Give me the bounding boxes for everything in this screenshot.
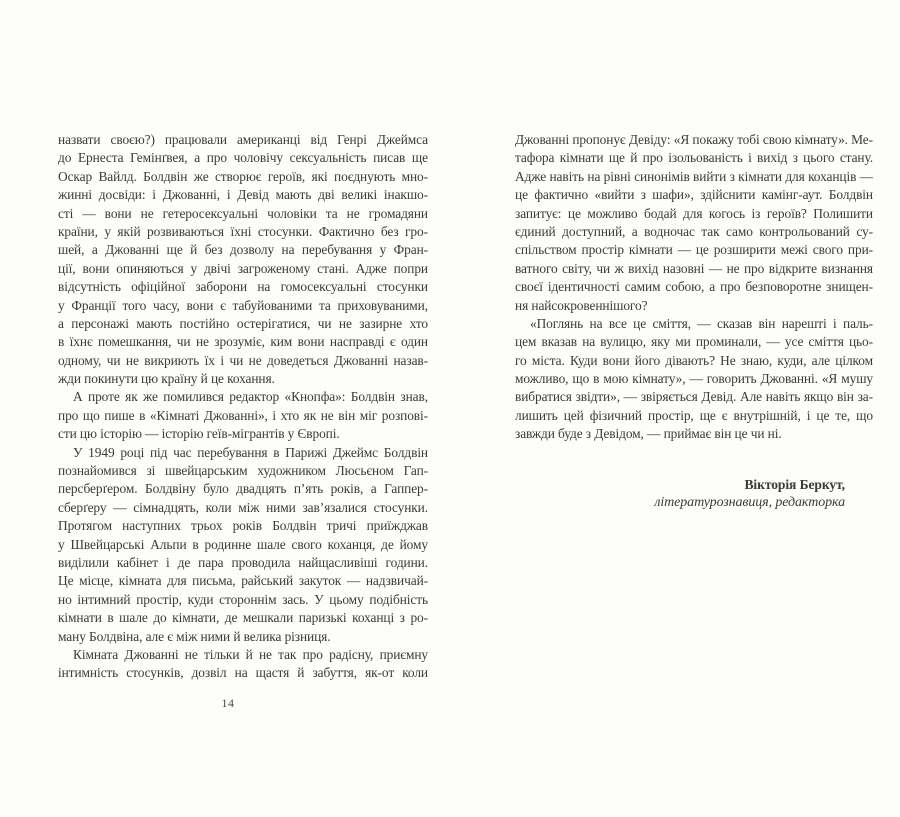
text-line: вибратися звідти», — звіряється Девід. Але навіть якщо він за- <box>515 389 873 405</box>
text-line: познайомився зі швейцарським художником Люсьєном Гап- <box>58 463 428 479</box>
text-line: виділили кабінет і де пара проводила найщасливіші години. <box>58 554 428 570</box>
text-line: ману Болдвіна, але є між ними й велика різниця. <box>58 628 331 644</box>
text-line: Це місце, кімната для письма, райський закуток — надзвичай- <box>58 573 428 589</box>
text-line: а персонажі мають постійно остерігатися, чи не зазирне хто <box>58 315 428 331</box>
text-line: це фактично «вийти з шафи», здійснити камінг-аут. Болдвін <box>515 187 873 203</box>
text-line: А проте як же помилився редактор «Кнопфа»: Болдвін знав, <box>73 389 428 405</box>
page-number: 14 <box>221 696 235 710</box>
text-line: «Поглянь на все це сміття, — сказав він нарешті і паль- <box>530 315 873 331</box>
left-page-text-column <box>58 131 428 683</box>
text-line: одному, чи не викриють їх і чи не доведеться Джованні назав- <box>58 352 428 368</box>
paragraph <box>515 315 873 444</box>
text-line: го міста. Куди вони його дівають? Не знаю, куди, але цілком <box>515 352 873 368</box>
paragraph <box>58 646 428 683</box>
text-line: можливо, що в мою кімнату», — говорить Джованні. «Я мушу <box>515 371 873 387</box>
text-line: у Франції того часу, вони є табуйованими та приховуваними, <box>58 297 428 313</box>
paragraph <box>515 131 873 315</box>
text-line: в їхнє помешкання, чи не зрозуміє, ким вони насправді є один <box>58 334 428 350</box>
text-line: країни, у якій розвиваються їхні стосунки. Фактично без гро- <box>58 223 428 239</box>
text-line: цем вказав на вулицю, яку ми проминали, — усе сміття цьо- <box>515 334 873 350</box>
text-line: жди покинути цю країну й це кохання. <box>58 371 275 387</box>
text-line: персберґером. Болдвіну було двадцять п’ять років, а Гаппер- <box>58 481 428 497</box>
paragraph <box>58 131 428 388</box>
text-line: Протягом наступних трьох років Болдвін тричі приїжджав <box>58 518 428 534</box>
text-line: завжди буде з Девідом, — приймає він це чи ні. <box>515 426 782 442</box>
signature-name: Вікторія Беркут, <box>744 476 845 492</box>
text-line: ватного світу, чи ж вихід назовні — не про відкрите визнання <box>515 260 873 276</box>
text-line: лишить цей фізичний простір, ще є внутрішній, і це те, що <box>515 407 873 423</box>
text-line: У 1949 році під час перебування в Парижі Джеймс Болдвін <box>73 444 428 460</box>
text-line: Оскар Вайлд. Болдвін же створює героїв, які поєднують мно- <box>58 168 428 184</box>
text-line: інтимність стосунків, дозвіл на щастя й забуття, як-от коли <box>58 665 428 681</box>
signature-role: літературознавиця, редакторка <box>654 495 845 511</box>
text-line: шей, а Джованні ще й без дозволу на перебування у Фран- <box>58 242 428 258</box>
text-line: запитує: це можливо бодай для когось із героїв? Полишити <box>515 205 873 221</box>
text-line: ції, вони опиняються у двічі загроженому стані. Адже попри <box>58 260 428 276</box>
text-line: відсутність офіційної заборони на гомосексуальні стосунки <box>58 279 428 295</box>
text-line: сти цю історію — історію геїв-мігрантів у Європі. <box>58 426 340 442</box>
text-line: назвати своєю?) працювали американці від Генрі Джеймса <box>58 132 428 147</box>
right-page-text-column <box>515 131 873 513</box>
paragraph <box>58 388 428 443</box>
text-line: но інтимний простір, куди стороннім зась. У цьому подібність <box>58 591 428 607</box>
text-line: спільством простір кімнати — це розширити межі свого при- <box>515 242 873 258</box>
text-line: Джованні пропонує Девіду: «Я покажу тобі свою кімнату». Ме- <box>515 132 873 147</box>
text-line: тафора кімнати ще й про ізольованість і вихід з цього стану. <box>515 150 873 166</box>
author-signature <box>515 476 873 513</box>
text-line: про що пише в «Кімнаті Джованні», і хто як не він міг розпові- <box>58 407 428 423</box>
text-line: Кімната Джованні не тільки й не так про радісну, приємну <box>73 646 428 662</box>
text-line: жинні досвіди: і Джованні, і Девід мають дві великі інакшо- <box>58 187 428 203</box>
text-line: Адже навіть на рівні синонімів вийти з кімнати для коханців — <box>515 168 873 184</box>
text-line: ня найсокровеннішого? <box>515 297 648 313</box>
text-line: сті — вони не гетеросексуальні чоловіки та не громадяни <box>58 205 428 221</box>
text-line: кімнати в шале до кімнати, де мешкали паризькі коханці з ро- <box>58 610 428 626</box>
text-line: у Швейцарські Альпи в родинне шале свого коханця, де йому <box>58 536 428 552</box>
text-line: сберґеру — сімнадцять, коли між ними зав’язалися стосунки. <box>58 499 428 515</box>
paragraph <box>58 444 428 646</box>
text-line: єдиний доступний, а водночас так само контрольований су- <box>515 223 873 239</box>
text-line: своєї ідентичності самим собою, а про безповоротне знищен- <box>515 279 873 295</box>
text-line: до Ернеста Гемінґвея, а про чоловічу сексуальність писав ще <box>58 150 428 166</box>
